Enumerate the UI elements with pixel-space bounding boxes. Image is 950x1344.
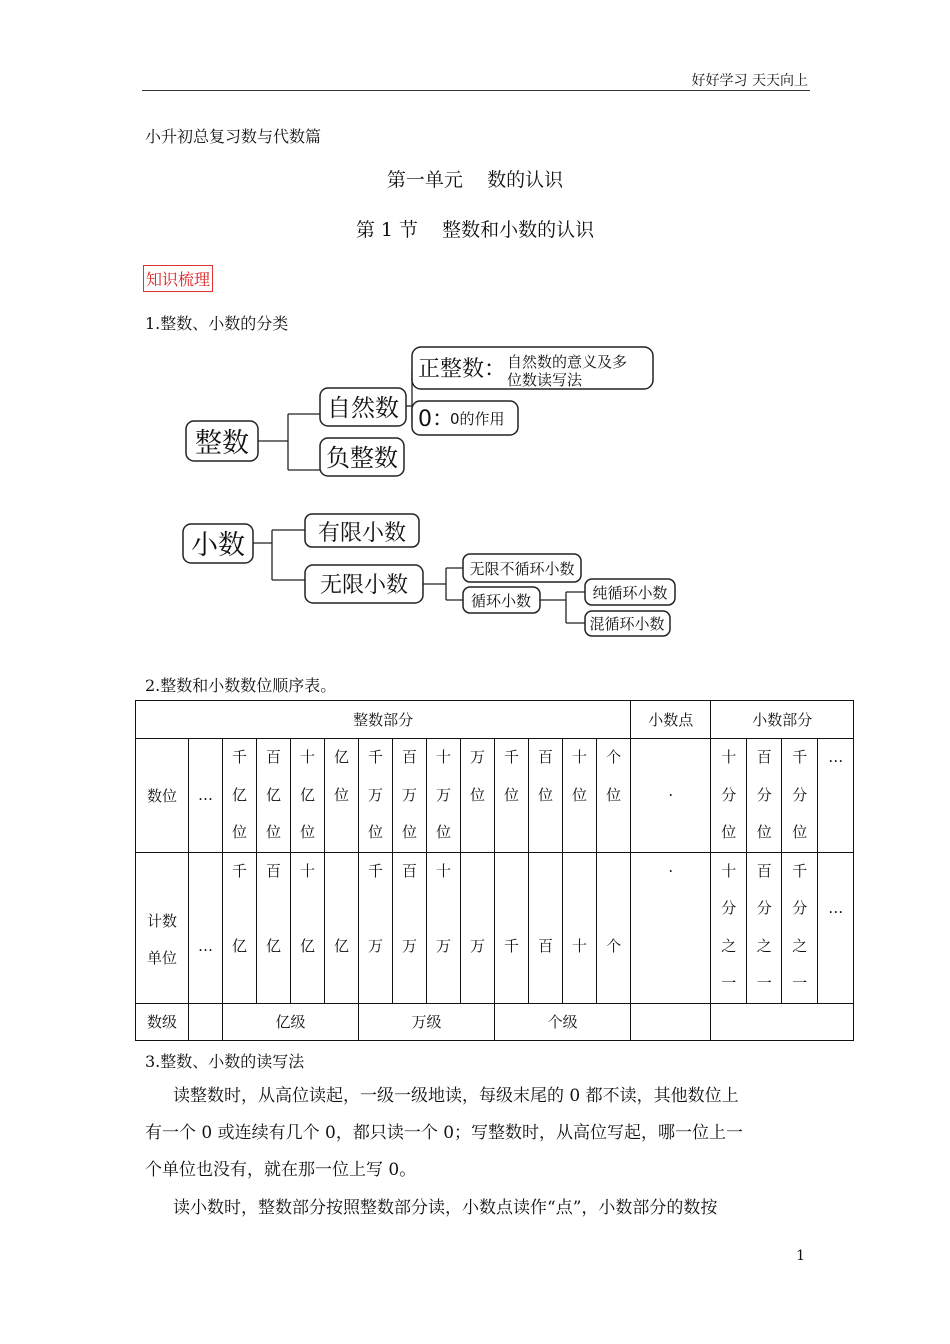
- integer-root-label: 整数: [195, 428, 249, 459]
- unit-row-tail: …: [818, 852, 854, 1003]
- unit-cell: 千: [495, 852, 529, 1003]
- positive-integer-title: 正整数：: [418, 357, 507, 382]
- unit-cell: 个: [597, 852, 631, 1003]
- decimal-digit-cell: 千 分 位: [782, 739, 818, 853]
- level-empty-cell: [189, 1003, 223, 1040]
- place-value-table: [135, 700, 854, 1041]
- digit-row-label: 数位: [136, 739, 189, 853]
- section-title: 第 1 节 整数和小数的认识: [355, 219, 595, 241]
- unit-row-lead: …: [189, 852, 223, 1003]
- unit-cell: 十 亿: [291, 852, 325, 1003]
- decimal-digit-cell: 百 分 位: [747, 739, 782, 853]
- heading-classification: 1.整数、小数的分类: [145, 314, 289, 333]
- mixed-repeating-label: 混循环小数: [589, 615, 665, 633]
- unit-cell: 千 亿: [223, 852, 257, 1003]
- repeating-label: 循环小数: [470, 592, 532, 610]
- digit-cell: 百 位: [529, 739, 563, 853]
- digit-cell: 万 位: [461, 739, 495, 853]
- dec-part-header: 小数部分: [711, 701, 854, 739]
- natural-number-label: 自然数: [327, 394, 399, 422]
- page-number: 1: [796, 1248, 805, 1264]
- heading-place-value: 2.整数和小数数位顺序表。: [145, 676, 337, 695]
- zero-title: 0：: [418, 407, 454, 432]
- pure-repeating-label: 纯循环小数: [592, 584, 668, 602]
- unit-cell: 百 万: [393, 852, 427, 1003]
- classification-diagram: [0, 330, 950, 650]
- positive-integer-desc-2: 位数读写法: [507, 371, 583, 389]
- digit-cell: 十 万 位: [427, 739, 461, 853]
- decimal-root-label: 小数: [191, 530, 245, 561]
- knowledge-tag: 知识梳理: [143, 265, 213, 292]
- digit-cell: 十 亿 位: [291, 739, 325, 853]
- point-header: 小数点: [631, 701, 711, 739]
- unit-cell: 百: [529, 852, 563, 1003]
- paragraph-2-line-1: 读小数时，整数部分按照整数部分读，小数点读作“点”，小数部分的数按: [173, 1198, 718, 1218]
- non-repeating-label: 无限不循环小数: [469, 560, 575, 578]
- level-ge: 个级: [495, 1003, 631, 1040]
- doc-title: 小升初总复习数与代数篇: [145, 127, 322, 146]
- unit-cell: 亿: [325, 852, 359, 1003]
- digit-cell: 千 亿 位: [223, 739, 257, 853]
- digit-cell: 千 位: [495, 739, 529, 853]
- level-row-label: 数级: [136, 1003, 189, 1040]
- digit-row-tail: …: [818, 739, 854, 853]
- unit-cell: 十 万: [427, 852, 461, 1003]
- paragraph-1-line-3: 个单位也没有，就在那一位上写 0。: [145, 1160, 417, 1180]
- unit-cell: 百 亿: [257, 852, 291, 1003]
- unit-row-label: 计数 单位: [136, 852, 189, 1003]
- digit-row-lead: …: [189, 739, 223, 853]
- digit-cell: 百 亿 位: [257, 739, 291, 853]
- digit-cell: 十 位: [563, 739, 597, 853]
- digit-cell: 亿 位: [325, 739, 359, 853]
- unit-cell: 万: [461, 852, 495, 1003]
- infinite-decimal-label: 无限小数: [319, 573, 409, 598]
- page-header-text: 好好学习 天天向上: [691, 73, 808, 89]
- unit-title: 第一单元 数的认识: [386, 169, 564, 191]
- unit-point: ·: [631, 852, 711, 1003]
- header-rule: [142, 90, 810, 91]
- level-point-empty: [631, 1003, 711, 1040]
- decimal-unit-cell: 十 分 之 一: [711, 852, 747, 1003]
- zero-desc: 0的作用: [450, 410, 505, 428]
- level-yi: 亿级: [223, 1003, 359, 1040]
- int-part-header: 整数部分: [136, 701, 631, 739]
- paragraph-1-line-1: 读整数时，从高位读起，一级一级地读，每级末尾的 0 都不读，其他数位上: [173, 1086, 739, 1106]
- digit-point: ·: [631, 739, 711, 853]
- decimal-unit-cell: 千 分 之 一: [782, 852, 818, 1003]
- negative-integer-label: 负整数: [326, 444, 398, 472]
- digit-cell: 个 位: [597, 739, 631, 853]
- digit-cell: 千 万 位: [359, 739, 393, 853]
- heading-read-write: 3.整数、小数的读写法: [145, 1052, 305, 1071]
- digit-cell: 百 万 位: [393, 739, 427, 853]
- decimal-digit-cell: 十 分 位: [711, 739, 747, 853]
- paragraph-1-line-2: 有一个 0 或连续有几个 0，都只读一个 0；写整数时，从高位写起，哪一位上一: [145, 1123, 744, 1143]
- positive-integer-desc-1: 自然数的意义及多: [507, 353, 628, 371]
- decimal-unit-cell: 百 分 之 一: [747, 852, 782, 1003]
- finite-decimal-label: 有限小数: [317, 521, 407, 546]
- level-wan: 万级: [359, 1003, 495, 1040]
- level-dec-empty: [711, 1003, 854, 1040]
- unit-cell: 千 万: [359, 852, 393, 1003]
- unit-cell: 十: [563, 852, 597, 1003]
